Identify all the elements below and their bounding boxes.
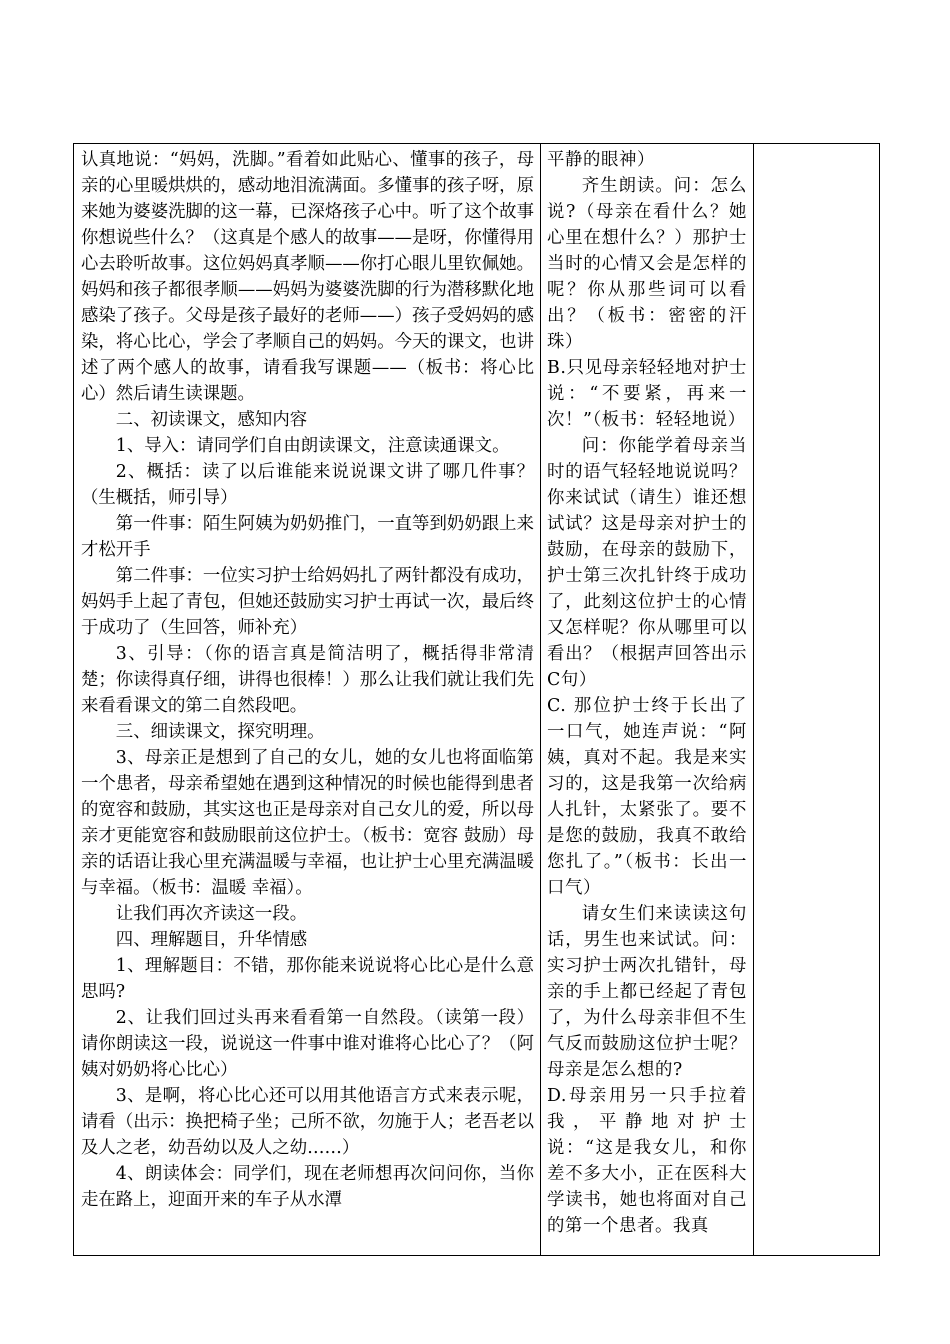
side-paragraph: D.母亲用另一只手拉着我，平静地对护士说：“这是我女儿，和你差不多大小，正在医科大学读书，她也将面对自己的第一个患者。我真 xyxy=(547,1086,747,1236)
side-paragraph: 平静的眼神） xyxy=(547,150,655,170)
side-paragraph: 齐生朗读。问：怎么说?（母亲在看什么？她心里在想什么？）那护士当时的心情又会是怎样的呢？你从那些词可以看出？（板书：密密的汗珠） xyxy=(547,176,747,352)
empty-column-cell xyxy=(754,144,880,1256)
side-paragraph: 问：你能学着母亲当时的语气轻轻地说说吗？你来试试（请生）谁还想试试？这是母亲对护士的鼓励，在母亲的鼓励下，护士第三次扎针终于成功了，此刻这位护士的心情又怎样呢？你从哪里可以看出？（根据声回答出示C句） xyxy=(547,436,747,690)
main-paragraph: 3、母亲正是想到了自己的女儿，她的女儿也将面临第一个患者，母亲希望她在遇到这种情况的时候也能得到患者的宽容和鼓励，其实这也正是母亲对自己女儿的爱，所以母亲才更能宽容和鼓励眼前这位护士。（板书：宽容 鼓励）母亲的话语让我心里充满温暖与幸福，也让护士心里充满温暖与幸福。（板书：温暖 幸福）。 xyxy=(81,748,534,898)
lesson-plan-table xyxy=(73,143,880,1256)
side-column-cell xyxy=(541,144,754,1256)
main-paragraph: 1、导入：请同学们自由朗读课文，注意读通课文。 xyxy=(115,436,510,456)
main-paragraph: 3、是啊，将心比心还可以用其他语言方式来表示呢，请看（出示：换把椅子坐；己所不欲，勿施于人；老吾老以及人之老，幼吾幼以及人之幼……） xyxy=(81,1086,534,1158)
side-paragraph: C. 那位护士终于长出了一口气，她连声说：“阿姨，真对不起。我是来实习的，这是我第一次给病人扎针，太紧张了。要不是您的鼓励，我真不敢给您扎了。”（板书：长出一口气） xyxy=(547,696,747,898)
main-paragraph: 第一件事：陌生阿姨为奶奶推门，一直等到奶奶跟上来才松开手 xyxy=(81,514,534,560)
main-paragraph: 3、引导：（你的语言真是简洁明了，概括得非常清楚；你读得真仔细，讲得也很棒！）那么让我们就让我们先来看看课文的第二自然段吧。 xyxy=(81,644,534,716)
main-paragraph: 二、初读课文，感知内容 xyxy=(115,410,308,430)
main-paragraph: 认真地说：“妈妈，洗脚。”看着如此贴心、懂事的孩子，母亲的心里暖烘烘的，感动地泪流满面。多懂事的孩子呀，原来她为婆婆洗脚的这一幕，已深烙孩子心中。听了这个故事你想说些什么？（这真是个感人的故事——是呀，你懂得用心去聆听故事。这位妈妈真孝顺——你打心眼儿里钦佩她。妈妈和孩子都很孝顺——妈妈为婆婆洗脚的行为潜移默化地感染了孩子。父母是孩子最好的老师——）孩子受妈妈的感染，将心比心，学会了孝顺自己的妈妈。今天的课文，也讲述了两个感人的故事，请看我写课题——（板书：将心比心）然后请生读课题。 xyxy=(81,150,534,404)
table-row xyxy=(74,144,880,1256)
main-paragraph: 四、理解题目，升华情感 xyxy=(115,930,308,950)
side-paragraph: B.只见母亲轻轻地对护士说：“不要紧，再来一次！”（板书：轻轻地说） xyxy=(547,358,747,430)
side-paragraph: 请女生们来读读这句话，男生也来试试。问：实习护士两次扎错针，母亲的手上都已经起了青包了，为什么母亲非但不生气反而鼓励这位护士呢？母亲是怎么想的? xyxy=(547,904,747,1080)
main-paragraph: 第二件事：一位实习护士给妈妈扎了两针都没有成功，妈妈手上起了青包，但她还鼓励实习护士再试一次，最后终于成功了（生回答，师补充） xyxy=(81,566,534,638)
main-column-cell xyxy=(74,144,541,1256)
side-column-text xyxy=(541,144,753,1255)
main-paragraph: 让我们再次齐读这一段。 xyxy=(115,904,308,924)
main-paragraph: 4、朗读体会：同学们，现在老师想再次问问你，当你走在路上，迎面开来的车子从水潭 xyxy=(81,1164,534,1210)
main-paragraph: 1、理解题目：不错，那你能来说说将心比心是什么意思吗? xyxy=(81,956,534,1002)
main-column-text xyxy=(74,144,540,1255)
main-paragraph: 2、让我们回过头再来看看第一自然段。（读第一段）请你朗读这一段，说说这一件事中谁对谁将心比心了？（阿姨对奶奶将心比心） xyxy=(81,1008,534,1080)
main-paragraph: 三、细读课文，探究明理。 xyxy=(115,722,325,742)
main-paragraph: 2、概括：读了以后谁能来说说课文讲了哪几件事？（生概括，师引导） xyxy=(81,462,534,508)
